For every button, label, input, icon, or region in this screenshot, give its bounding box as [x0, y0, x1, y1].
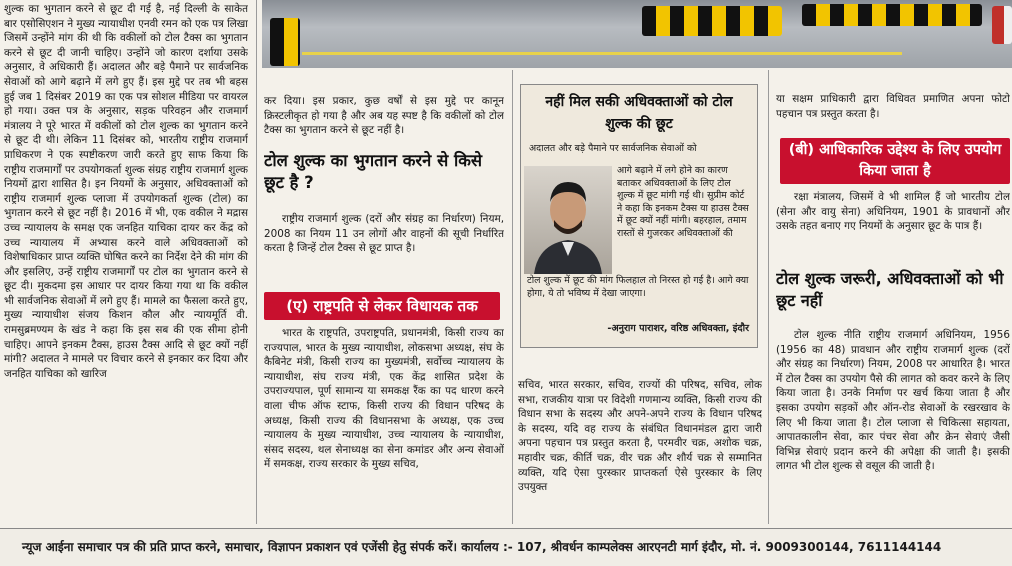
column-2-para-wrap — [264, 212, 504, 282]
barrier-block — [270, 18, 300, 66]
subhead-a — [264, 292, 500, 320]
column-4-heading: टोल शुल्क जरूरी, अधिवक्ताओं को भी छूट नहीं — [776, 269, 1004, 310]
barrier-block — [642, 6, 782, 36]
subhead-a-text: (ए) राष्ट्रपति से लेकर विधायक तक — [286, 297, 478, 315]
quote-body-top: अदालत और बड़े पैमाने पर सार्वजनिक सेवाओं को — [529, 143, 697, 154]
column-divider — [768, 70, 769, 524]
column-4-lead-wrap — [776, 92, 1010, 132]
column-4-lead: या सक्षम प्राधिकारी द्वारा विधिवत प्रमाणित अपना फोटो पहचान पत्र प्रस्तुत करता है। — [776, 93, 1010, 120]
column-2-para2-wrap — [264, 326, 504, 524]
column-1 — [4, 2, 248, 524]
column-1-text: शुल्क का भुगतान करने से छूट दी गई है, नई दिल्ली के साकेत बार एसोसिएशन ने मुख्य न्यायाधीश एनवी रमन को एक पत्र लिखा जिसमें उन्होंने मांग की थी कि वकीलों को टोल टैक्स का भुगतान करने से छूट दी जानी चाहिए। उन्होंने जो कारण दर्शाया उसके अनुसार, वे अधिकारी हैं। अदालत और बड़े पैमाने पर सार्वजनिक सेवाओं को आगे बढ़ाने में लगे हुए हैं। इस मुद्दे पर तब भी बहस हुई जब 1 दिसंबर 2019 का एक पत्र सोशल मीडिया पर वायरल हो गया। उक्त पत्र के अनुसार, सड़क परिवहन और राजमार्ग मंत्रालय ने पूरे भारत में वकीलों को टोल शुल्क का भुगतान करने से छूट दी थी। लेकिन 11 दिसंबर को, भारतीय राष्ट्रीय राजमार्ग प्राधिकरण ने एक स्पष्टीकरण जारी करते हुए साफ किया कि राष्ट्रीय राजमार्गों पर उपयोगकर्ता शुल्क संग्रह राष्ट्रीय राजमार्ग शुल्क नियमों द्वारा शासित है। इन नियमों के अनुसार, अधिवक्ताओं को राष्ट्रीय राजमार्ग शुल्क प्लाजा में उपयोगकर्ता शुल्क (टोल) का भुगतान करने से छूट नहीं है। 2016 में भी, एक वकील ने मद्रास उच्च न्यायालय के समक्ष एक जनहित याचिका दायर कर केंद्र को उच्च न्यायालय में अभ्यास करने वाले अधिवक्ताओं को विशेषाधिकार प्राप्त व्यक्ति घोषित करने का निर्देश देने की मांग की और इसलिए, उन्हें राष्ट्रीय राजमार्गों पर टोल का भुगतान करने से छूट दी। मुकदमा इस आधार पर दायर किया गया था कि वकील भी सार्वजनिक सेवाओं में लगे हुए हैं। मामले का फैसला करते हुए, मुख्य न्यायाधीश संजय किशन कौल और न्यायमूर्ति वी. रामसुब्रमण्यम के खंड ने कहा कि इस सब की एक सीमा होनी चाहिए। आपने इनकम टैक्स, हाउस टैक्स आदि से छूट क्यों नहीं मांगी? अदालत ने मामले पर विचार करने से इनकार कर दिया और जनहित याचिका को खारिज — [4, 3, 248, 380]
column-2-heading-wrap — [264, 150, 504, 200]
quote-body-bottom: टोल शुल्क में छूट की मांग फिलहाल तो निरस्त हो गई है। आगे क्या होगा, ये तो भविष्य में देखा जाएगा। — [527, 275, 749, 299]
column-divider — [256, 0, 257, 524]
quote-body-side: आगे बढ़ाने में लगे होने का कारण बताकर अधिवक्ताओं के लिए टोल शुल्क में छूट मांगी गई थी। सुप्रीम कोर्ट ने कहा कि इनकम टैक्स या हाउस टैक्स में छूट क्यों नहीं मांगी। बहरहाल, तमाम रास्तों से गुजरकर अधिवक्ताओं की — [617, 165, 749, 239]
column-divider — [512, 70, 513, 524]
column-3-text: सचिव, भारत सरकार, सचिव, राज्यों की परिषद, सचिव, लोक सभा, राजकीय यात्रा पर विदेशी गणमान्य व्यक्ति, किसी राज्य की विधान सभा के सदस्य और अपने-अपने राज्य के विधान परिषद के सदस्य, यदि वह राज्य के संबंधित विधानमंडल द्वारा जारी अपना पहचान पत्र प्रस्तुत करता है, परमवीर चक्र, अशोक चक्र, महावीर चक्र, कीर्ति चक्र, वीर चक्र और शौर्य चक्र से सम्मानित व्यक्ति, यदि ऐसा पुरस्कार प्राप्तकर्ता ऐसे पुरस्कार के लिए उपयुक्त — [518, 379, 762, 494]
person-icon — [524, 166, 612, 274]
author-photo — [524, 166, 612, 274]
barrier-block — [992, 6, 1012, 44]
barrier-block — [802, 4, 982, 26]
footer-text: न्यूज आईना समाचार पत्र की प्रति प्राप्त करने, समाचार, विज्ञापन प्रकाशन एवं एजेंसी हेतु संपर्क करें। कार्यालय :- 107, श्रीवर्धन काम्पलेक्स आरएनटी मार्ग इंदौर, मो. नं. 9009300144, 7611144144 — [22, 540, 942, 554]
toll-plaza-photo — [262, 0, 1012, 68]
quote-byline: -अनुराग पाराशर, वरिष्ठ अधिवक्ता, इंदौर — [607, 323, 749, 334]
column-4-para2: टोल शुल्क नीति राष्ट्रीय राजमार्ग अधिनियम, 1956 (1956 का 48) प्रावधान और राष्ट्रीय राजमार्ग शुल्क (दरों और संग्रह का निर्धारण) नियम, 2008 पर आधारित है। भारत में टोल टैक्स का उपयोग पैसे की लागत को कवर करने के लिए किया जाता है। उनके निर्माण पर खर्च किया जाता है और इसका उपयोग सड़कों और ऑन-रोड सेवाओं के रखरखाव के लिए भी किया जाता है। टोल प्लाजा से चिकित्सा सहायता, आपातकालीन सेवा, कार पंचर सेवा और क्रेन सेवाएं जैसी विभिन्न सेवाएं प्रदान करने की अपेक्षा की जाती है। इसकी लागत भी टोल शुल्क से वसूल की जाती है। — [776, 329, 1010, 473]
subhead-b-text: (बी) आधिकारिक उद्देश्य के लिए उपयोग किया जाता है — [788, 142, 1002, 179]
column-2-lead: कर दिया। इस प्रकार, कुछ वर्षों से इस मुद्दे पर कानून क्रिस्टलीकृत हो गया है और अब यह स्पष्ट है कि वकीलों को टोल टैक्स का भुगतान करने से छूट नहीं है। — [264, 95, 504, 137]
road-marking — [302, 52, 902, 55]
column-2-para2: भारत के राष्ट्रपति, उपराष्ट्रपति, प्रधानमंत्री, किसी राज्य का राज्यपाल, भारत के मुख्य न्यायाधीश, लोकसभा अध्यक्ष, संघ के कैबिनेट मंत्री, किसी राज्य का मुख्यमंत्री, सर्वोच्च न्यायालय के न्यायाधीश, संघ राज्य मंत्री, एक केंद्र शासित प्रदेश के उपराज्यपाल, पूर्ण सामान्य या समकक्ष रैंक का पद धारण करने वाला चीफ ऑफ स्टाफ, किसी राज्य की विधान परिषद के अध्यक्ष, किसी राज्य की विधानसभा के अध्यक्ष, एक उच्च न्यायालय के मुख्य न्यायाधीश, उच्च न्यायालय के न्यायाधीश, संसद सदस्य, थल सेनाध्यक्ष का सेना कमांडर और अन्य सेवाओं में समकक्ष, राज्य सरकार के मुख्य सचिव, — [264, 327, 504, 471]
column-4-para-wrap — [776, 190, 1010, 258]
column-4-para2-wrap — [776, 328, 1010, 524]
footer-bar — [0, 528, 1012, 566]
column-2-heading: टोल शुल्क का भुगतान करने से किसे छूट है ? — [264, 151, 483, 192]
column-4-para: रक्षा मंत्रालय, जिसमें वे भी शामिल हैं जो भारतीय टोल (सेना और वायु सेना) अधिनियम, 1901 के प्रावधानों और उसके तहत बनाए गए नियमों के अनुसार छूट के पात्र हैं। — [776, 191, 1010, 233]
quote-heading: नहीं मिल सकी अधिवक्ताओं को टोल शुल्क की छूट — [545, 94, 733, 132]
column-3 — [518, 378, 762, 524]
column-4-heading-wrap — [776, 268, 1010, 318]
subhead-b — [780, 138, 1010, 184]
column-2-para: राष्ट्रीय राजमार्ग शुल्क (दरों और संग्रह का निर्धारण) नियम, 2008 का नियम 11 उन लोगों और वाहनों की सूची निर्धारित करता है जिन्हें टोल टैक्स से छूट प्राप्त है। — [264, 213, 504, 255]
